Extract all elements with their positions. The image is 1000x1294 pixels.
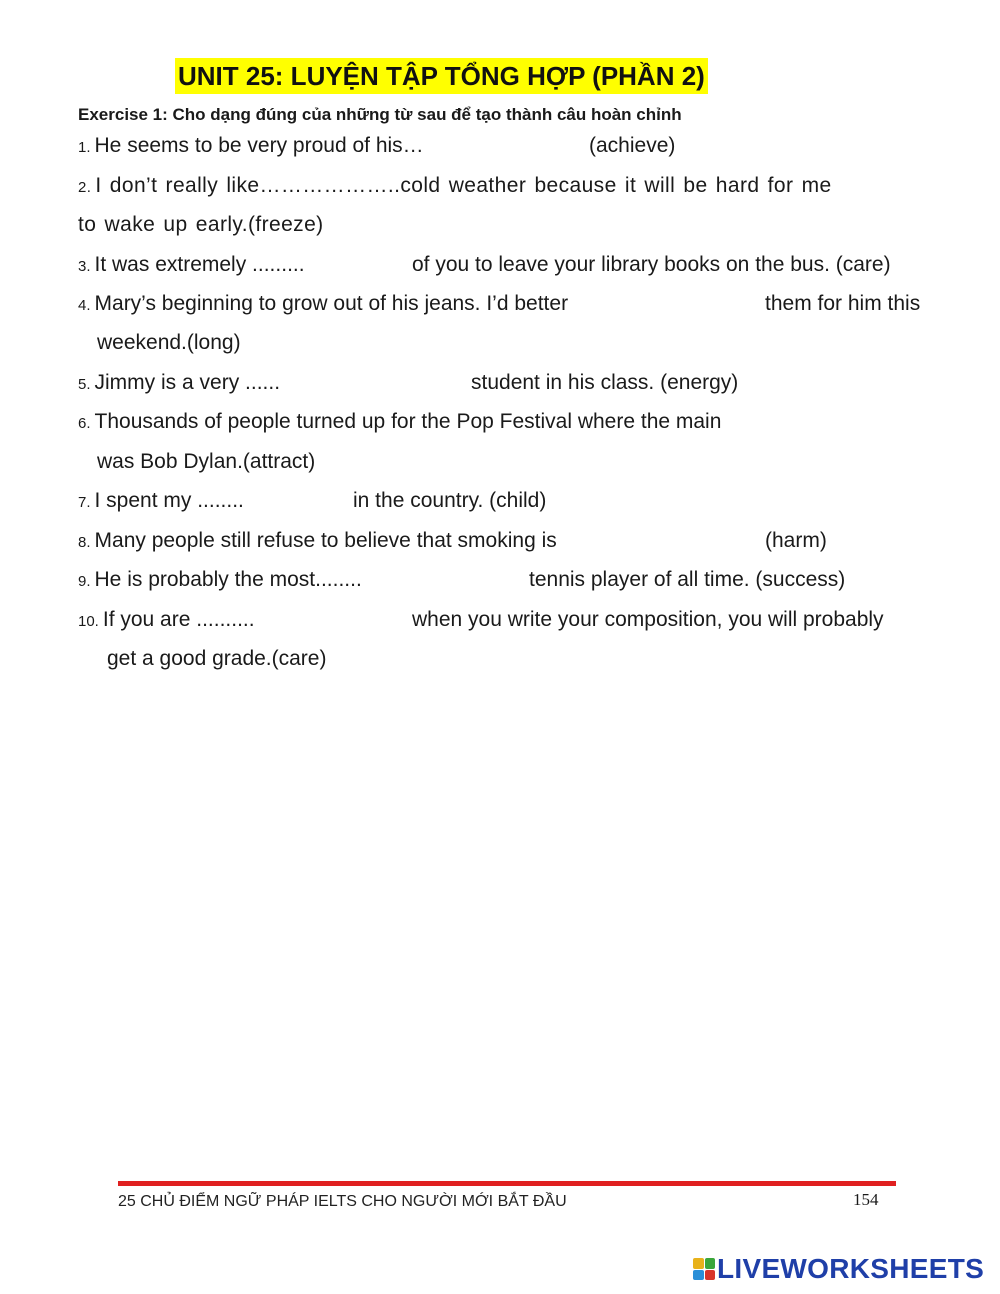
hint-7: in the country. (child) [353,489,547,512]
item-10-continuation: get a good grade.(care) [107,647,327,670]
hint-1: (achieve) [589,134,676,157]
exercise-item-10: 10. If you are .......... [78,608,255,631]
answer-input-9[interactable] [392,567,524,595]
answer-input-4[interactable] [630,291,762,319]
answer-input-10[interactable] [276,607,408,635]
answer-input-6[interactable] [796,409,920,437]
exercise-item-9: 9. He is probably the most........ [78,568,362,591]
answer-input-7[interactable] [262,488,350,516]
hint-3: of you to leave your library books on the bus. (care) [412,253,891,276]
answer-input-2[interactable] [270,173,414,201]
answer-input-1[interactable] [460,133,584,161]
exercise-item-2: 2. I don’t really like………………..cold weather because it will be hard for me [78,174,832,197]
hint-9: tennis player of all time. (success) [529,568,846,591]
exercise-item-6: 6. Thousands of people turned up for the Pop Festival where the main [78,410,722,433]
brand-name: LIVEWORKSHEETS [717,1253,985,1284]
item-2-continuation: to wake up early.(freeze) [78,213,324,236]
exercise-instructions: Exercise 1: Cho dạng đúng của những từ sau để tạo thành câu hoàn chỉnh [78,105,682,124]
exercise-item-1: 1. He seems to be very proud of his… [78,134,424,157]
footer-book-title: 25 CHỦ ĐIỂM NGỮ PHÁP IELTS CHO NGƯỜI MỚI BẮT ĐẦU [118,1193,567,1210]
page-number: 154 [853,1190,879,1209]
page-title: UNIT 25: LUYỆN TẬP TỔNG HỢP (PHẦN 2) [175,58,708,94]
hint-10: when you write your composition, you will probably [412,608,884,631]
hint-8: (harm) [765,529,827,552]
liveworksheets-logo[interactable] [693,1252,984,1286]
answer-input-8[interactable] [606,528,760,556]
exercise-item-7: 7. I spent my ........ [78,489,244,512]
exercise-item-4: 4. Mary’s beginning to grow out of his jeans. I’d better [78,292,569,315]
hint-5: student in his class. (energy) [471,371,739,394]
liveworksheets-logo-icon [693,1258,715,1280]
exercise-item-3: 3. It was extremely ......... [78,253,305,276]
hint-4: them for him this [765,292,921,315]
exercise-item-5: 5. Jimmy is a very ...... [78,371,281,394]
answer-input-5[interactable] [302,370,466,398]
item-6-continuation: was Bob Dylan.(attract) [97,450,316,473]
exercise-item-8: 8. Many people still refuse to believe that smoking is [78,529,557,552]
footer-divider [118,1181,896,1186]
item-4-continuation: weekend.(long) [97,331,241,354]
answer-input-3[interactable] [328,252,410,280]
